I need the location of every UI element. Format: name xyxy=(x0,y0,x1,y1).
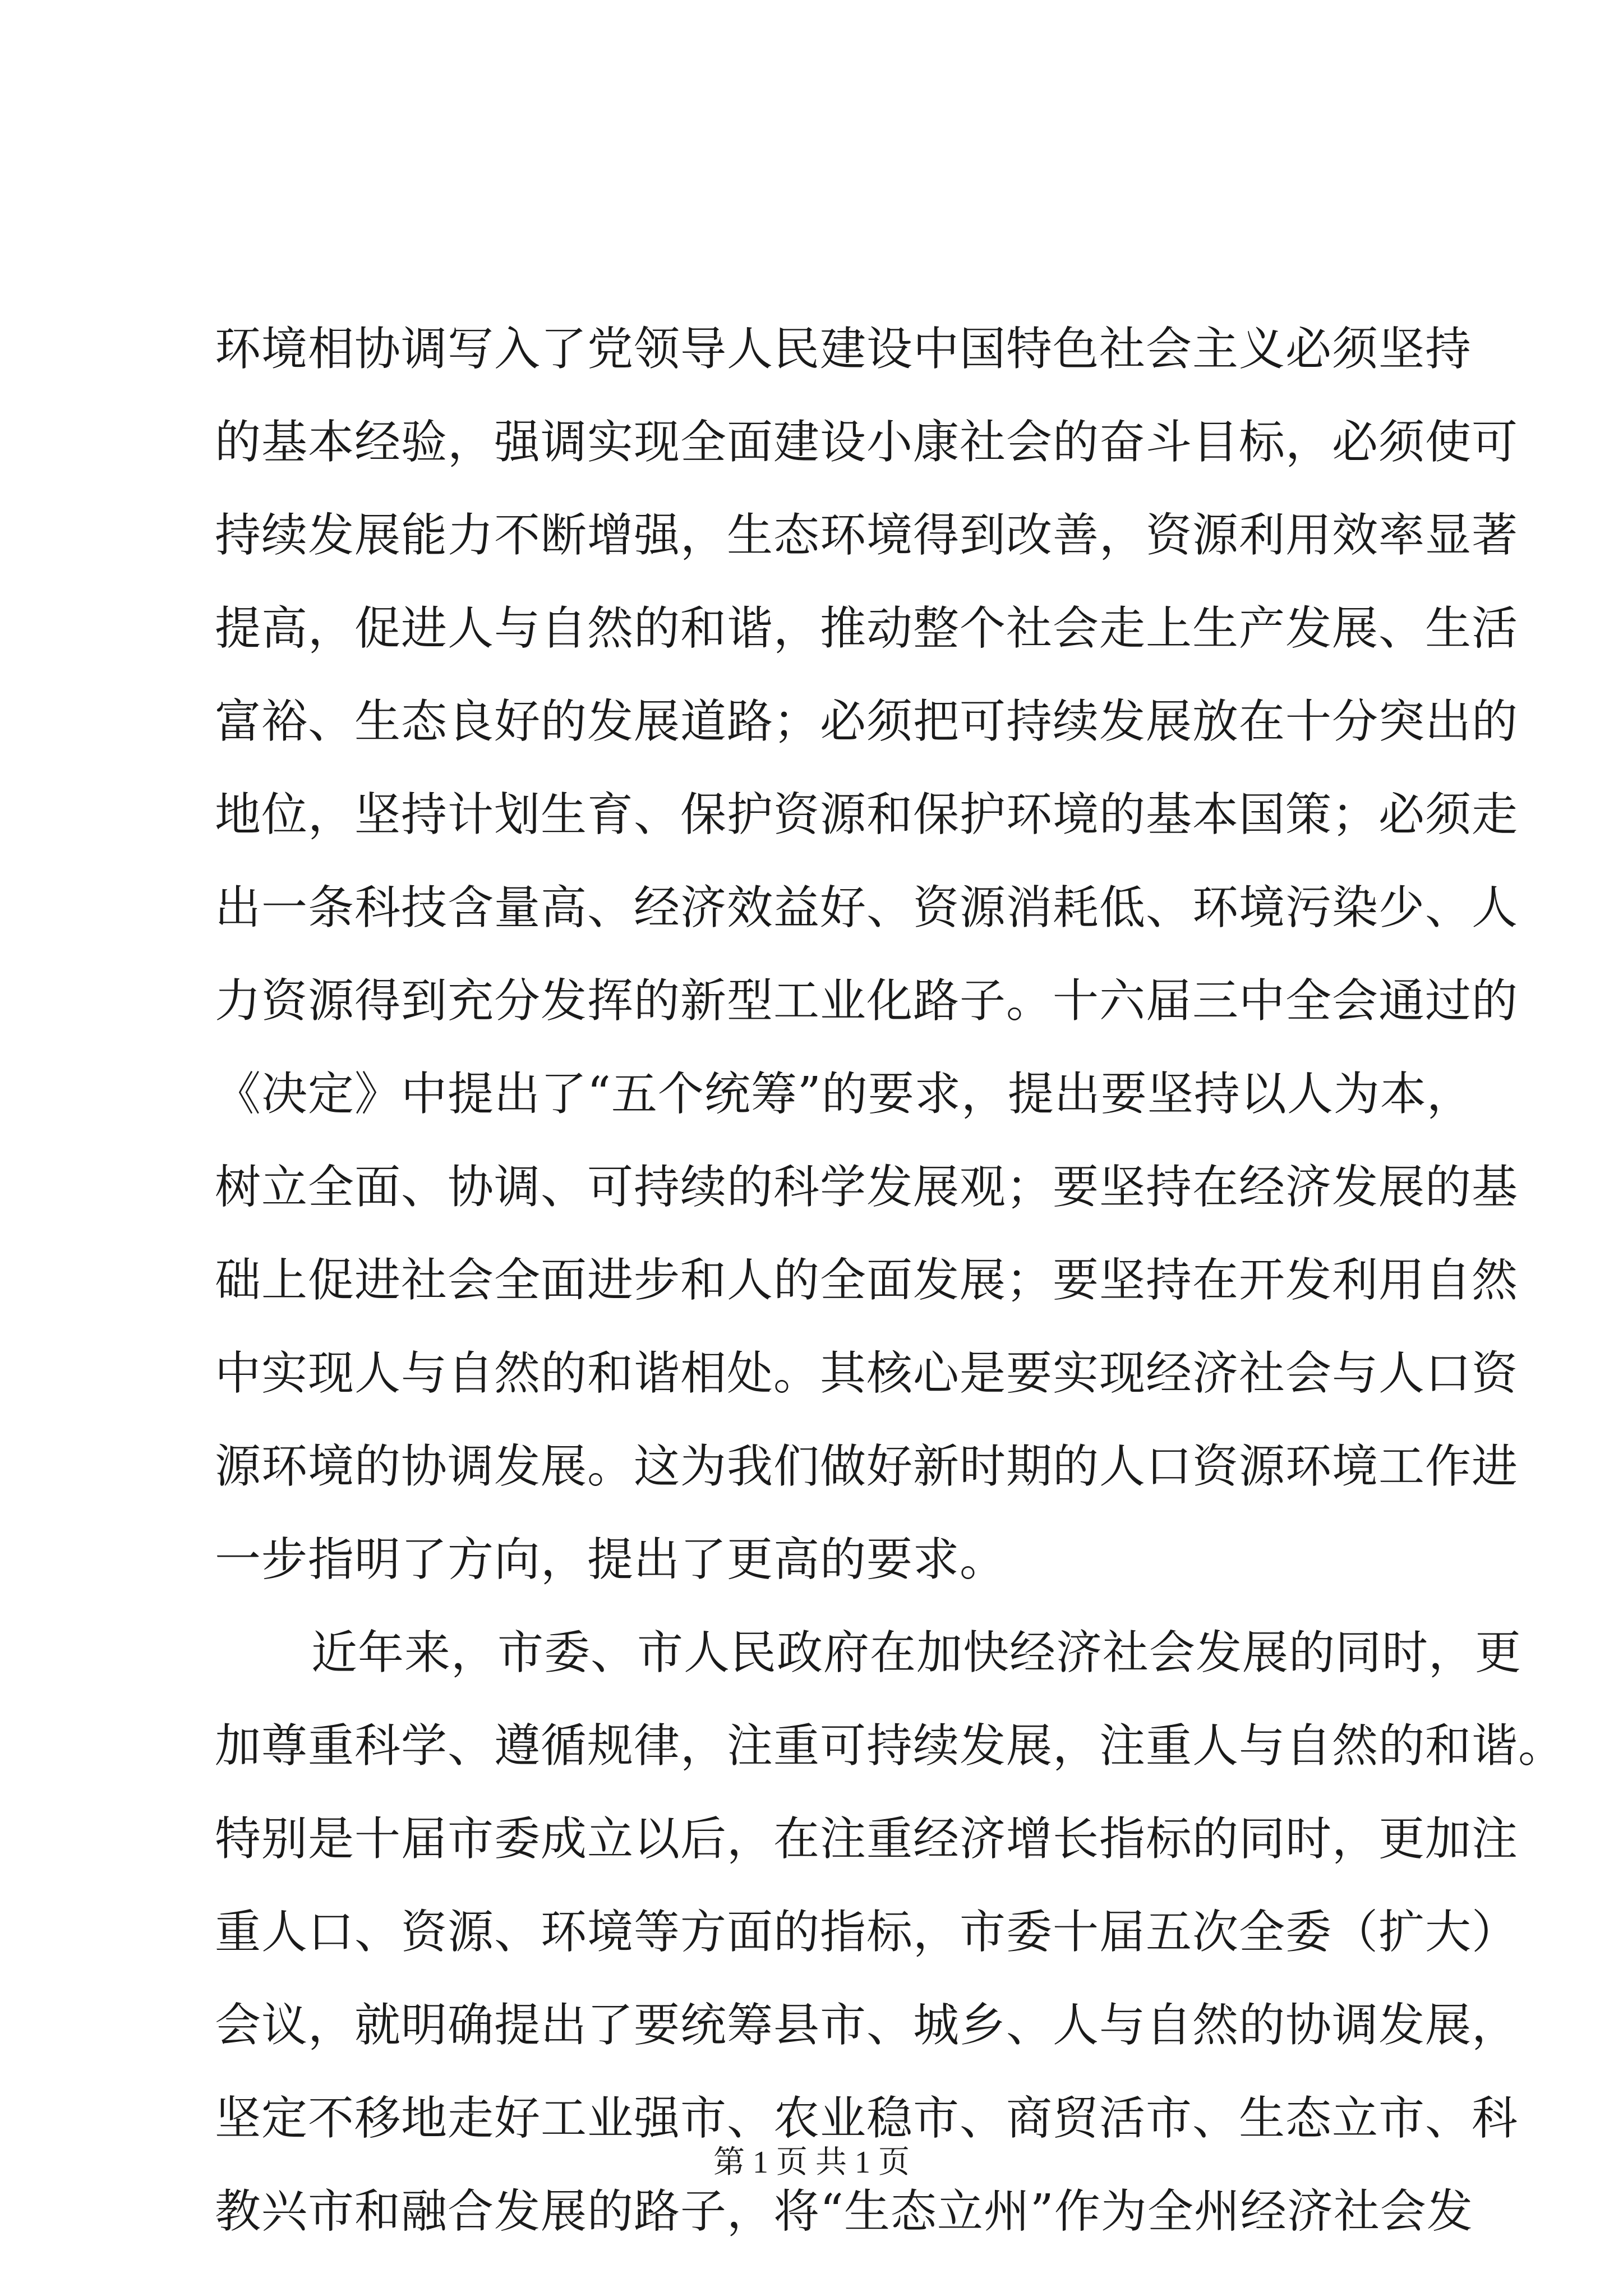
text-line: 出一条科技含量高、经济效益好、资源消耗低、环境污染少、人 xyxy=(215,881,1519,935)
text-line: 础上促进社会全面进步和人的全面发展；要坚持在开发利用自然 xyxy=(215,1254,1519,1307)
text-line: 加尊重科学、遵循规律，注重可持续发展，注重人与自然的和谐。 xyxy=(215,1719,1565,1773)
text-line: 会议，就明确提出了要统筹县市、城乡、人与自然的协调发展， xyxy=(215,1999,1519,2052)
paragraph-1 xyxy=(215,303,1519,1607)
text-line: 的基本经验，强调实现全面建设小康社会的奋斗目标，必须使可 xyxy=(215,416,1519,469)
text-line: 一步指明了方向，提出了更高的要求。 xyxy=(215,1533,1007,1586)
text-line: 近年来，市委、市人民政府在加快经济社会发展的同时，更 xyxy=(311,1626,1522,1680)
text-line: 地位，坚持计划生育、保护资源和保护环境的基本国策；必须走 xyxy=(215,788,1519,841)
text-line: 特别是十届市委成立以后，在注重经济增长指标的同时，更加注 xyxy=(215,1812,1519,1866)
text-line: 重人口、资源、环境等方面的指标，市委十届五次全委（扩大） xyxy=(215,1906,1519,1959)
document-body xyxy=(215,303,1565,2258)
text-line: 《决定》中提出了“五个统筹”的要求，提出要坚持以人为本， xyxy=(215,1068,1473,1121)
text-line: 树立全面、协调、可持续的科学发展观；要坚持在经济发展的基 xyxy=(215,1161,1519,1214)
page-number-label: 第 1 页 共 1 页 xyxy=(713,2145,910,2180)
text-line: 环境相协调写入了党领导人民建设中国特色社会主义必须坚持 xyxy=(215,323,1472,376)
text-line: 提高，促进人与自然的和谐，推动整个社会走上生产发展、生活 xyxy=(215,602,1519,655)
text-line: 源环境的协调发展。这为我们做好新时期的人口资源环境工作进 xyxy=(215,1440,1519,1493)
text-line: 中实现人与自然的和谐相处。其核心是要实现经济社会与人口资 xyxy=(215,1347,1519,1400)
text-line: 富裕、生态良好的发展道路；必须把可持续发展放在十分突出的 xyxy=(215,695,1519,748)
text-line: 持续发展能力不断增强，生态环境得到改善，资源利用效率显著 xyxy=(215,509,1519,562)
page-footer xyxy=(0,2143,1623,2182)
text-line: 教兴市和融合发展的路子，将“生态立州”作为全州经济社会发 xyxy=(215,2185,1473,2238)
text-line: 坚定不移地走好工业强市、农业稳市、商贸活市、生态立市、科 xyxy=(215,2092,1519,2145)
text-line: 力资源得到充分发挥的新型工业化路子。十六届三中全会通过的 xyxy=(215,974,1519,1028)
